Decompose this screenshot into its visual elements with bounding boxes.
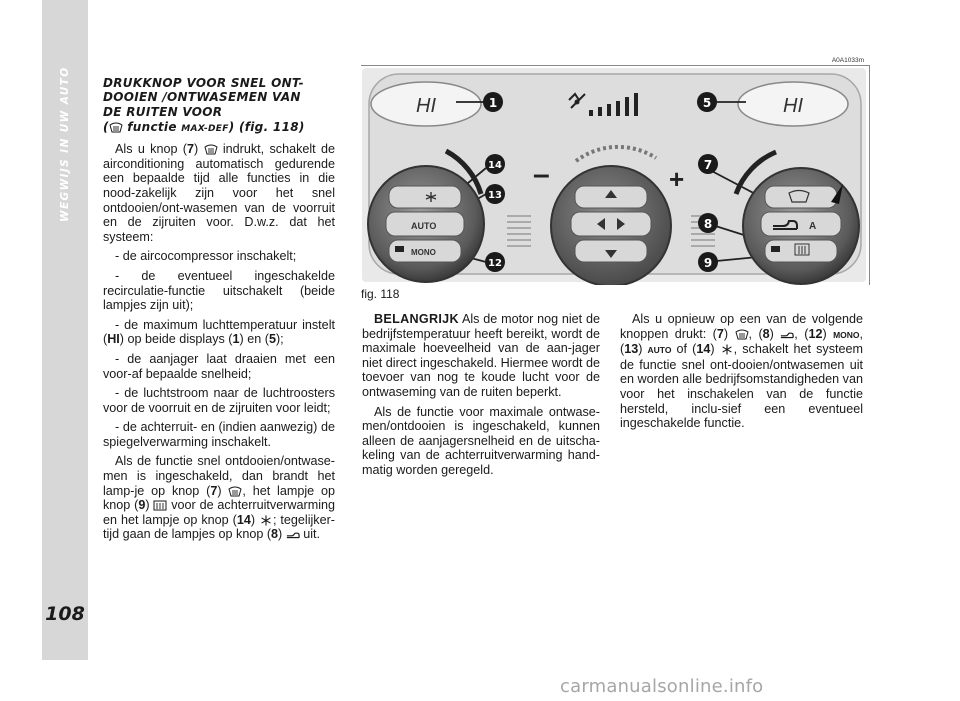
ac-button[interactable] bbox=[389, 186, 461, 208]
windscreen-defrost-icon bbox=[204, 144, 218, 155]
paragraph: Als de functie snel ontdooien/ontwase-men is ingeschakeld, dan brandt het lamp-je op knop (7) , het lampje op knop (9) voor de achterruitverwarming en het lampje op knop (14) ; tegelijker-tijd gaan de lampjes op knop (8) uit. bbox=[103, 454, 335, 542]
important-label: BELANGRIJK bbox=[374, 312, 459, 326]
svg-text:13: 13 bbox=[488, 190, 502, 201]
list-item: - de eventueel ingeschakelde recirculatie-functie uitschakelt (beide lampjes zijn uit); bbox=[103, 268, 335, 313]
svg-text:5: 5 bbox=[702, 96, 712, 110]
auto-label: AUTO bbox=[411, 221, 437, 231]
heading-maxdef: MAX-DEF bbox=[181, 123, 229, 134]
ac-snowflake-icon bbox=[720, 344, 734, 355]
paragraph: Als u opnieuw op een van de volgende knoppen drukt: (7) , (8) , (12) MONO, (13) AUTO of (14) , schakelt het systeem de functie snel ont-dooien/ontwasemen uit en worden alle bedrijfsomstandigheden van voor het inschakelen van de functie hersteld, inclu-sief een eventueel ingeschakelde functie. bbox=[620, 312, 864, 431]
max-def-button[interactable] bbox=[765, 186, 837, 208]
rear-window-heater-icon bbox=[153, 500, 167, 511]
figure-code: A0A1033m bbox=[831, 57, 864, 64]
svg-text:14: 14 bbox=[488, 160, 502, 171]
callout-5 bbox=[697, 92, 717, 112]
column-2 bbox=[362, 312, 600, 483]
callout-9 bbox=[698, 252, 718, 272]
recirculation-icon bbox=[286, 529, 300, 540]
windscreen-defrost-icon bbox=[228, 486, 242, 497]
callout-7 bbox=[698, 154, 718, 174]
heading-function: functie bbox=[127, 119, 177, 134]
windscreen-defrost-icon bbox=[109, 122, 123, 133]
mono-label: MONO bbox=[411, 248, 436, 257]
svg-text:9: 9 bbox=[703, 256, 713, 270]
minus-sign: – bbox=[533, 158, 550, 191]
heading-sub bbox=[103, 120, 335, 136]
svg-text:8: 8 bbox=[703, 217, 713, 231]
heading-line-3: DE RUITEN VOOR bbox=[103, 104, 223, 119]
list-item: - de aircocompressor inschakelt; bbox=[115, 249, 297, 264]
paragraph: Als u knop (7) indrukt, schakelt de airconditioning automatisch gedurende een bepaalde tijd alle functies in die nood-zakelijk zijn voor het snel ontdooien/ont-wasemen van de voorruit en de zijruiten voor. D.w.z. dat het systeem: bbox=[103, 142, 336, 244]
auto-recirculation-label: A bbox=[809, 221, 817, 232]
watermark: carmanualsonline.info bbox=[560, 676, 764, 697]
svg-text:7: 7 bbox=[703, 158, 713, 172]
display-right-text: HI bbox=[783, 95, 803, 117]
heading-paren: ( bbox=[103, 119, 109, 134]
heading-line-1: DRUKKNOP VOOR SNEL ONT- bbox=[103, 76, 304, 90]
ac-snowflake-icon bbox=[259, 515, 273, 526]
section-title: WEGWIJS IN UW AUTO bbox=[59, 66, 71, 222]
recirculation-button[interactable] bbox=[761, 212, 841, 236]
list-item: - de achterruit- en (indien aanwezig) de spiegelverwarming inschakelt. bbox=[103, 420, 335, 449]
list-item: - de luchtstroom naar de luchtroosters voor de voorruit en de zijruiten voor leidt; bbox=[103, 386, 335, 415]
page-number: 108 bbox=[45, 603, 85, 625]
display-left-text: HI bbox=[416, 95, 436, 117]
vent-middle-button[interactable] bbox=[571, 212, 651, 236]
section-heading bbox=[103, 76, 335, 136]
plus-sign: + bbox=[669, 164, 685, 194]
svg-text:1: 1 bbox=[488, 96, 498, 110]
svg-text:12: 12 bbox=[488, 258, 502, 269]
column-3 bbox=[620, 312, 863, 436]
heading-fig-ref: (fig. 118) bbox=[238, 119, 305, 134]
callout-12 bbox=[485, 252, 505, 272]
windscreen-defrost-icon bbox=[735, 329, 749, 340]
heading-paren-close: ) bbox=[228, 119, 235, 134]
list-item: - de aanjager laat draaien met een voor-af bepaalde snelheid; bbox=[103, 351, 335, 381]
climate-panel-illustration bbox=[361, 66, 869, 285]
callout-14 bbox=[485, 154, 505, 174]
paragraph: Als de functie voor maximale ontwase-men/ontdooien is ingeschakeld, kunnen alleen de aanjagersnelheid en de uitscha-keling van de achterruitverwarming hand-matig worden geregeld. bbox=[362, 404, 600, 477]
figure-caption: fig. 118 bbox=[361, 287, 400, 301]
important-note: BELANGRIJK Als de motor nog niet de bedrijfstemperatuur heeft bereikt, wordt de maximale hoeveelheid van de aan-jager niet direct ingeschakeld. Hiermee wordt de toevoer van nog te koude lucht voor de ontwaseming van de ruiten beperkt. bbox=[362, 312, 601, 399]
column-1 bbox=[103, 76, 335, 547]
callout-13 bbox=[485, 184, 505, 204]
list-item: - de maximum luchttemperatuur instelt (HI) op beide displays (1) en (5); bbox=[103, 317, 335, 347]
climate-control-figure bbox=[361, 65, 870, 285]
recirculation-icon bbox=[780, 329, 794, 340]
callout-8 bbox=[698, 213, 718, 233]
callout-1 bbox=[483, 92, 503, 112]
heading-line-2: DOOIEN /ONTWASEMEN VAN bbox=[103, 90, 301, 105]
